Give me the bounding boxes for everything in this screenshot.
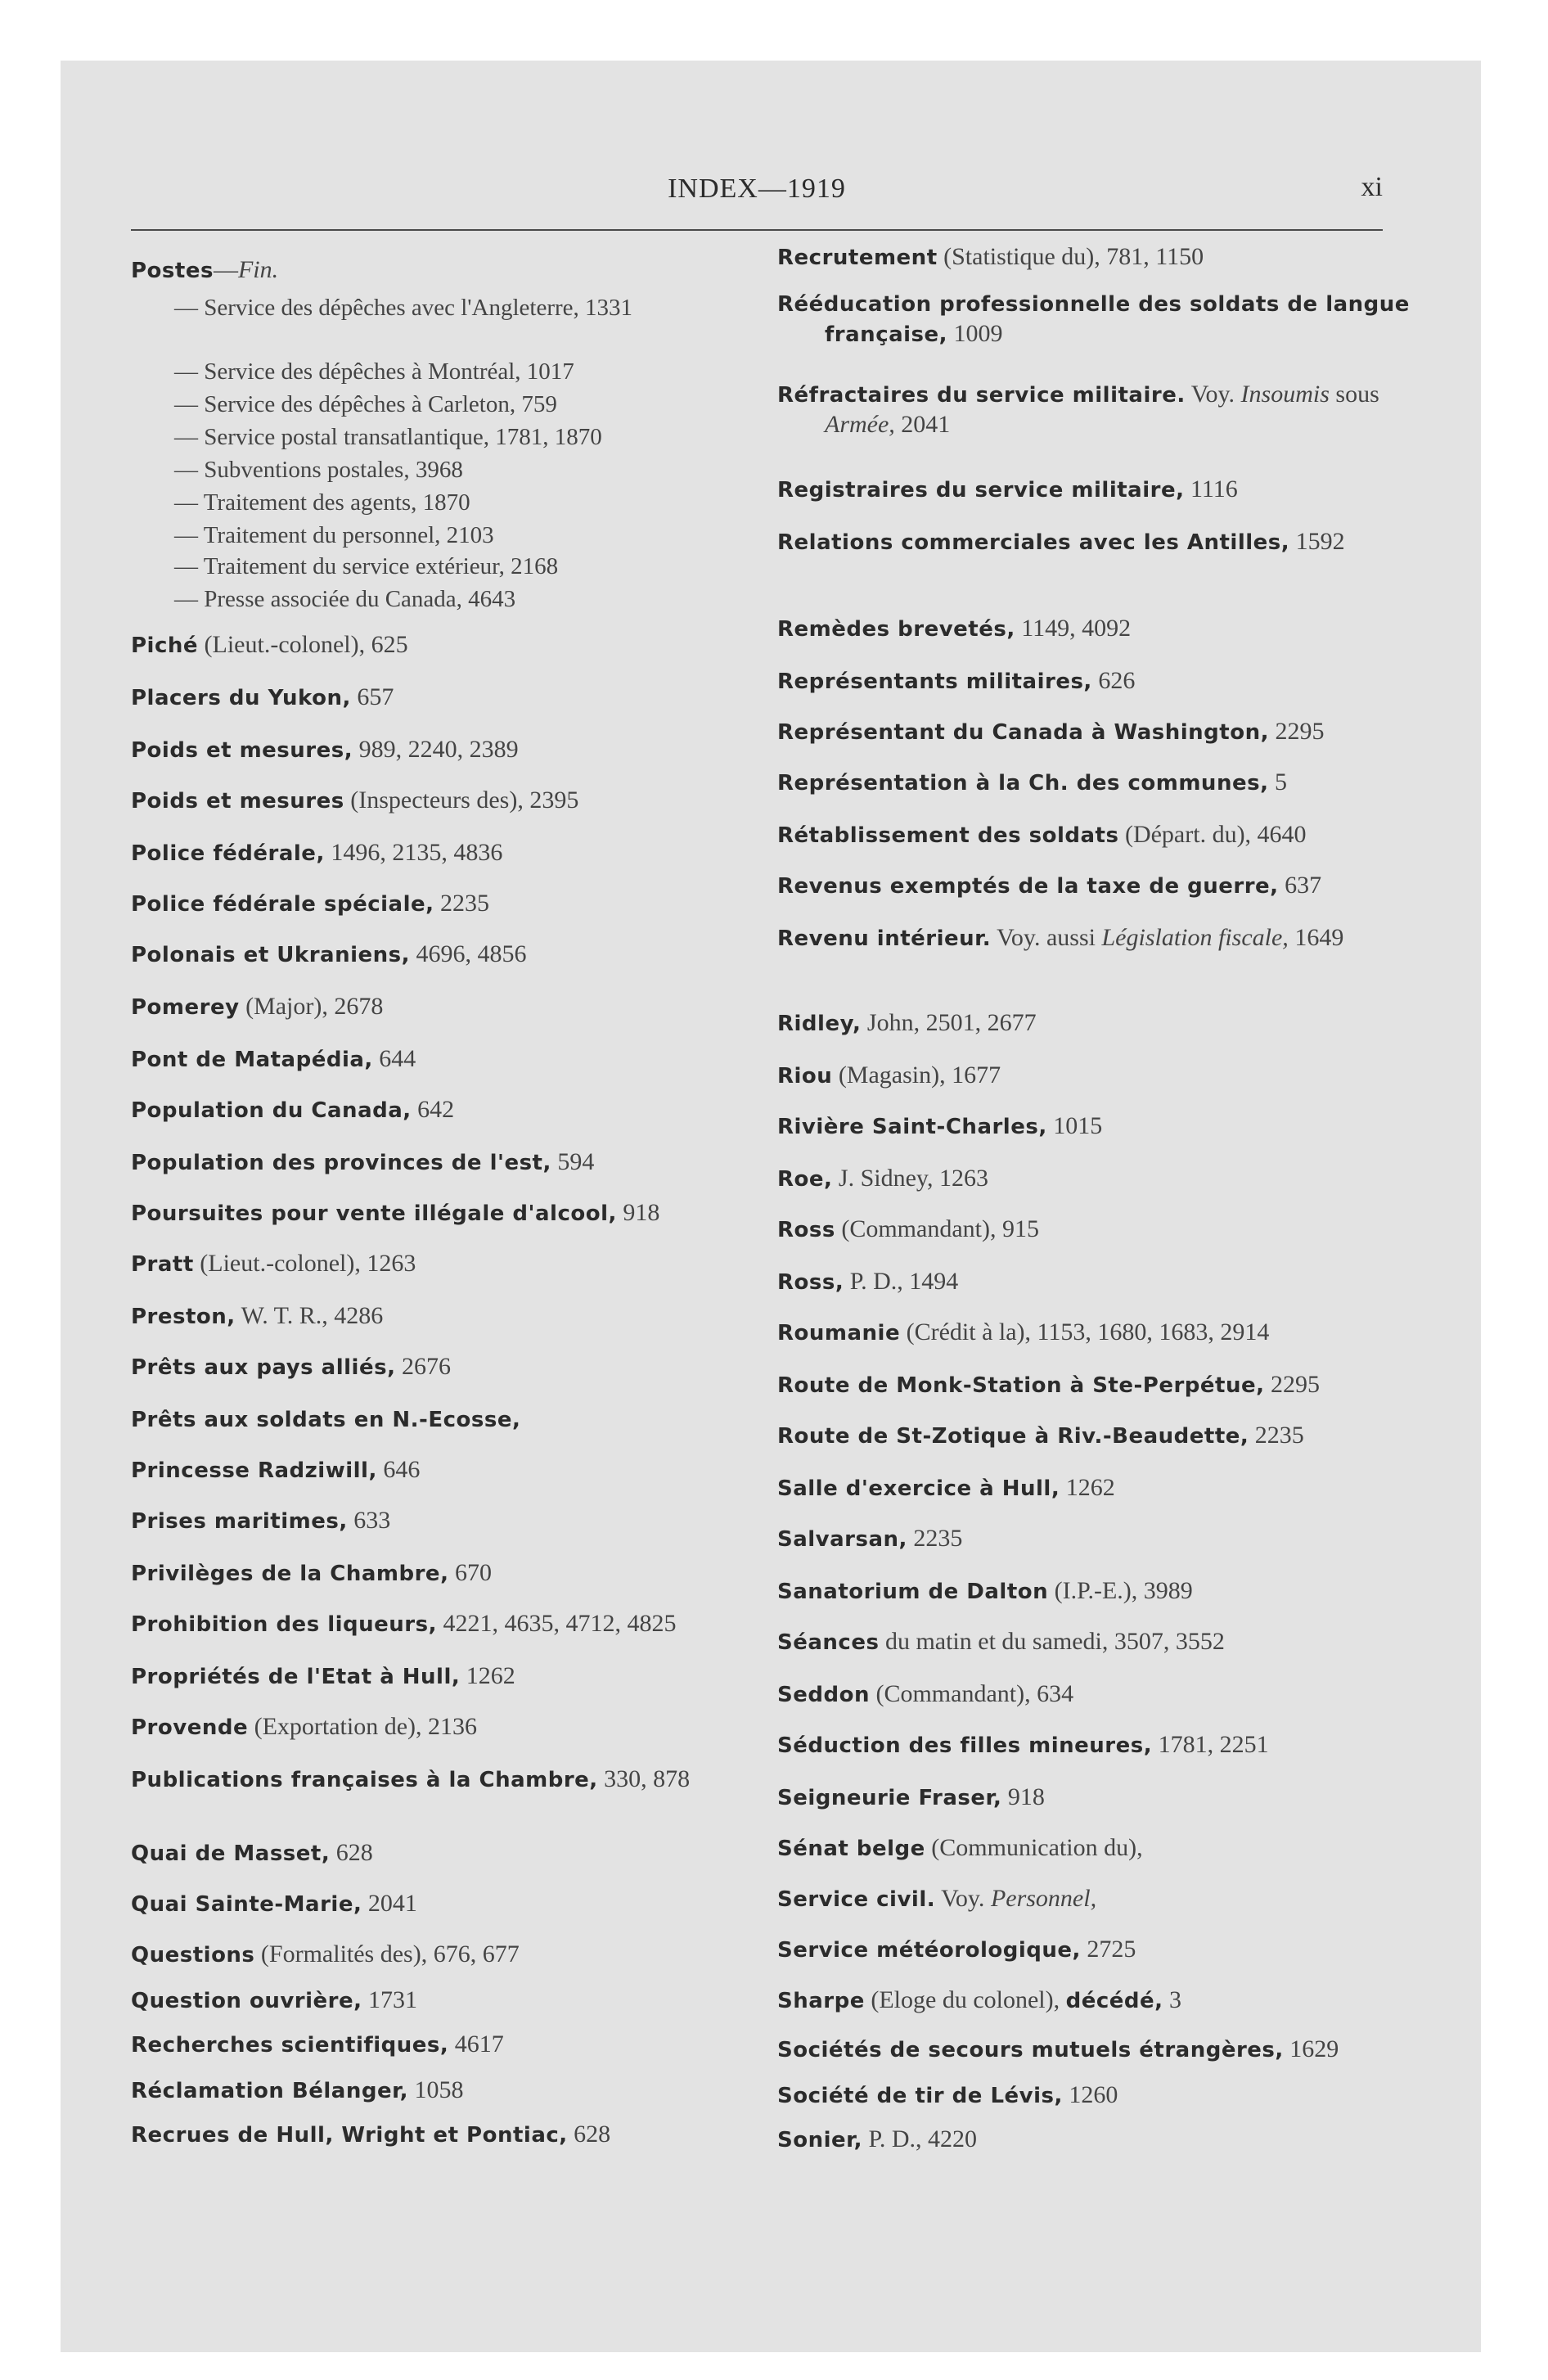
entry-term: Salvarsan, (777, 1527, 907, 1552)
entry-term: Service civil. (777, 1887, 936, 1912)
entry-term: Rivière Saint-Charles, (777, 1115, 1047, 1139)
entry-reference: (Crédit à la), 1153, 1680, 1683, 2914 (900, 1318, 1270, 1346)
entry-reference: (Eloge du colonel), (864, 1986, 1066, 2013)
entry-reference: 1009 (947, 320, 1003, 347)
entry-reference: 642 (411, 1096, 455, 1123)
index-entry (777, 871, 1447, 901)
index-entry (131, 2076, 800, 2106)
index-entry (131, 683, 800, 713)
entry-term: Ridley, (777, 1012, 862, 1036)
entry-reference: 1592 (1289, 528, 1345, 555)
entry-cross-reference: Insoumis (1240, 381, 1330, 408)
entry-term: Séduction des filles mineures, (777, 1733, 1153, 1758)
entry-term: Remèdes brevetés, (777, 617, 1015, 642)
entry-reference: 1496, 2135, 4836 (324, 839, 503, 866)
entry-term: Propriétés de l'Etat à Hull, (131, 1665, 461, 1689)
index-entry (777, 1679, 1447, 1710)
entry-reference: (Commandant), 915 (835, 1215, 1039, 1242)
index-entry (131, 786, 800, 816)
index-entry (777, 1061, 1447, 1091)
index-entry (777, 290, 1447, 349)
entry-reference: 1015 (1046, 1112, 1103, 1139)
index-entry (777, 1935, 1447, 1965)
entry-reference: P. D., 1494 (844, 1268, 959, 1295)
index-entry (777, 1215, 1447, 1245)
entry-reference: (Magasin), 1677 (832, 1062, 1001, 1089)
entry-term: Relations commerciales avec les Antilles, (777, 530, 1290, 555)
header-rule (131, 229, 1383, 231)
entry-term: Polonais et Ukraniens, (131, 943, 410, 967)
entry-reference: John, 2501, 2677 (861, 1009, 1037, 1036)
index-entry (777, 1370, 1447, 1400)
entry-reference: (Communication du), (925, 1834, 1143, 1861)
index-entry (777, 475, 1447, 505)
entry-reference: (Formalités des), 676, 677 (254, 1941, 520, 1968)
entry-term: Service météorologique, (777, 1938, 1081, 1963)
index-entry (777, 1318, 1447, 1348)
entry-subheading: — Service postal transatlantique, 1781, 1870 (174, 424, 602, 450)
entry-term: Société de tir de Lévis, (777, 2084, 1063, 2108)
entry-reference: 1260 (1062, 2081, 1118, 2108)
entry-term: Sénat belge (777, 1837, 925, 1861)
entry-separator: — (213, 256, 238, 283)
entry-term: Représentants militaires, (777, 669, 1092, 694)
entry-subheading: — Service des dépêches à Montréal, 1017 (174, 358, 574, 385)
entry-term: Route de St-Zotique à Riv.-Beaudette, (777, 1424, 1249, 1449)
index-entry (777, 2080, 1447, 2111)
entry-reference: 594 (551, 1148, 595, 1175)
entry-reference: (I.P.-E.), 3989 (1048, 1577, 1193, 1604)
index-entry (131, 1352, 800, 1382)
entry-reference: 628 (330, 1839, 373, 1866)
entry-term: Réfractaires du service militaire. (777, 383, 1186, 408)
entry-reference: 1262 (1060, 1474, 1115, 1501)
entry-subheading: — Service des dépêches avec l'Angleterre, 1331 (174, 295, 633, 321)
index-entry (777, 1730, 1447, 1760)
entry-reference: 2235 (907, 1525, 963, 1552)
entry-reference: 637 (1278, 872, 1322, 899)
entry-reference: 2041 (894, 411, 951, 438)
entry-subheading: — Traitement des agents, 1870 (174, 489, 470, 516)
entry-reference: 1058 (407, 2076, 464, 2103)
entry-term: Poids et mesures (131, 789, 344, 814)
entry-reference: W. T. R., 4286 (235, 1302, 384, 1329)
entry-reference: 1149, 4092 (1015, 615, 1132, 642)
entry-reference: 989, 2240, 2389 (353, 736, 519, 763)
entry-term: Représentant du Canada à Washington, (777, 720, 1269, 745)
entry-term: Quai de Masset, (131, 1841, 331, 1866)
entry-term: Seigneurie Fraser, (777, 1786, 1002, 1810)
index-entry (777, 614, 1447, 644)
entry-subheading: — Presse associée du Canada, 4643 (174, 586, 516, 612)
index-entry (131, 584, 839, 615)
entry-reference: du matin et du samedi, 3507, 3552 (879, 1628, 1225, 1655)
entry-term: Pomerey (131, 995, 240, 1020)
page-number: xi (1361, 172, 1383, 202)
entry-term: Prises maritimes, (131, 1509, 348, 1534)
entry-term: Séances (777, 1630, 880, 1655)
index-entry (131, 838, 800, 868)
entry-term: Revenu intérieur. (777, 926, 992, 951)
index-entry (131, 1558, 800, 1589)
entry-term: Question ouvrière, (131, 1989, 362, 2013)
index-entry (131, 2030, 800, 2060)
entry-reference: 4617 (448, 2031, 504, 2058)
index-entry (777, 1833, 1447, 1864)
index-entry (131, 735, 800, 765)
index-entry (777, 1884, 1447, 1914)
index-entry (131, 1404, 800, 1435)
entry-reference: Voy. (1185, 381, 1241, 408)
entry-term: Sharpe (777, 1989, 865, 2013)
entry-reference: 2676 (395, 1353, 451, 1380)
entry-term: Recrues de Hull, Wright et Pontiac, (131, 2123, 568, 2148)
index-entry (131, 552, 839, 582)
entry-term: Roumanie (777, 1321, 901, 1346)
entry-reference: 2725 (1080, 1936, 1136, 1963)
entry-reference: 626 (1091, 667, 1136, 694)
index-entry (777, 717, 1447, 747)
entry-reference: (Commandant), 634 (869, 1680, 1074, 1707)
entry-reference: 330, 878 (597, 1765, 691, 1792)
index-entry (131, 1609, 800, 1639)
index-entry (777, 380, 1447, 440)
entry-term: Route de Monk-Station à Ste-Perpétue, (777, 1373, 1265, 1398)
entry-term: Population des provinces de l'est, (131, 1151, 551, 1175)
entry-term: Recherches scientifiques, (131, 2033, 449, 2058)
entry-reference: 1116 (1184, 476, 1238, 503)
index-entry (777, 923, 1447, 953)
index-entry (131, 255, 800, 286)
entry-term: Poids et mesures, (131, 738, 353, 763)
entry-reference: 2295 (1268, 718, 1325, 745)
entry-reference: (Départ. du), 4640 (1118, 821, 1307, 848)
index-entry (131, 889, 800, 919)
index-entry (131, 357, 839, 387)
entry-term: Réclamation Bélanger, (131, 2079, 408, 2103)
index-entry (777, 2035, 1447, 2065)
entry-reference: sous (1329, 381, 1379, 408)
index-entry (131, 940, 800, 970)
index-entry (131, 1838, 800, 1868)
entry-reference: Voy. aussi (991, 924, 1102, 951)
entry-reference: 1649 (1288, 924, 1344, 951)
entry-term: Ross, (777, 1270, 844, 1295)
entry-term: Seddon (777, 1683, 870, 1707)
entry-term: Police fédérale, (131, 841, 325, 866)
entry-term: Quai Sainte-Marie, (131, 1892, 362, 1917)
index-entry (777, 1473, 1447, 1503)
index-entry (777, 1783, 1447, 1813)
entry-term: Ross (777, 1218, 835, 1242)
entry-reference: (Exportation de), 2136 (248, 1713, 478, 1740)
entry-term: Sanatorium de Dalton (777, 1580, 1049, 1604)
index-entry (777, 1986, 1447, 2016)
entry-term: Sociétés de secours mutuels étrangères, (777, 2038, 1284, 2062)
index-entry (777, 1524, 1447, 1554)
entry-cross-reference: Armée, (825, 411, 895, 438)
index-entry (777, 1627, 1447, 1657)
index-entry (131, 1506, 800, 1536)
index-entry (131, 992, 800, 1022)
index-entry (777, 1267, 1447, 1297)
entry-reference: (Major), 2678 (239, 993, 384, 1020)
entry-term: Pont de Matapédia, (131, 1048, 373, 1072)
index-entry (131, 1455, 800, 1485)
index-entry (777, 2125, 1447, 2155)
index-entry (131, 1044, 800, 1075)
entry-reference: (Lieut.-colonel), 625 (198, 631, 408, 658)
page-title: INDEX—1919 (668, 174, 846, 204)
entry-term: Registraires du service militaire, (777, 478, 1185, 503)
index-entry (777, 1111, 1447, 1142)
entry-term: Rétablissement des soldats (777, 823, 1119, 848)
index-entry (131, 1147, 800, 1178)
index-entry (777, 820, 1447, 850)
entry-reference: 1731 (362, 1986, 418, 2013)
index-entry (777, 1576, 1447, 1607)
entry-cross-reference: Fin. (237, 256, 279, 283)
entry-term: Poursuites pour vente illégale d'alcool, (131, 1201, 617, 1226)
entry-reference: 2235 (434, 890, 490, 917)
entry-reference: 1781, 2251 (1152, 1731, 1269, 1758)
entry-subheading: — Subventions postales, 3968 (174, 457, 463, 483)
index-entry (131, 1661, 800, 1692)
entry-reference: 5 (1268, 769, 1287, 796)
entry-term: Prêts aux soldats en N.-Ecosse, (131, 1408, 521, 1432)
entry-reference: 644 (372, 1045, 416, 1072)
entry-term: Privilèges de la Chambre, (131, 1562, 449, 1586)
entry-reference: 918 (616, 1199, 660, 1226)
entry-term: Prohibition des liqueurs, (131, 1612, 437, 1637)
entry-term: décédé, (1065, 1989, 1163, 2013)
page-header (131, 162, 1383, 211)
entry-term: Salle d'exercice à Hull, (777, 1476, 1060, 1501)
entry-term: Roe, (777, 1167, 833, 1192)
entry-reference: 1262 (460, 1662, 515, 1689)
index-entry (131, 1765, 800, 1795)
index-entry (131, 2120, 800, 2150)
index-entry (131, 1712, 800, 1742)
entry-term: Riou (777, 1064, 833, 1089)
entry-term: Piché (131, 633, 199, 658)
entry-reference: P. D., 4220 (862, 2125, 978, 2152)
entry-term: Revenus exemptés de la taxe de guerre, (777, 874, 1279, 899)
entry-term: Postes (131, 259, 214, 283)
entry-term: Princesse Radziwill, (131, 1458, 377, 1483)
index-entry (777, 1421, 1447, 1451)
index-entry (131, 1940, 800, 1970)
index-entry (777, 1164, 1447, 1194)
entry-cross-reference: Personnel, (990, 1885, 1097, 1912)
entry-reference: 670 (448, 1559, 492, 1586)
index-entry (131, 422, 839, 453)
entry-reference: J. Sidney, 1263 (832, 1165, 988, 1192)
entry-reference: 628 (567, 2121, 611, 2148)
index-entry (777, 527, 1447, 557)
entry-reference: 2295 (1264, 1371, 1320, 1398)
entry-reference: (Inspecteurs des), 2395 (344, 787, 579, 814)
entry-term: Placers du Yukon, (131, 686, 351, 710)
index-entry (131, 293, 839, 323)
index-entry (777, 768, 1447, 798)
entry-term: Publications françaises à la Chambre, (131, 1768, 598, 1792)
entry-term: Recrutement (777, 246, 938, 270)
index-entry (777, 242, 1447, 273)
index-entry (131, 1986, 800, 2016)
entry-reference: 918 (1001, 1783, 1045, 1810)
entry-reference: 4696, 4856 (410, 940, 527, 967)
entry-term: Rééducation professionnelle des soldats de langue française, (777, 292, 1410, 347)
index-entry (131, 1889, 800, 1919)
index-entry (131, 1095, 800, 1125)
index-entry (131, 1249, 800, 1279)
entry-reference: Voy. (935, 1885, 991, 1912)
index-entry (131, 521, 839, 551)
entry-reference: (Lieut.-colonel), 1263 (193, 1250, 416, 1277)
entry-cross-reference: Législation fiscale, (1101, 924, 1289, 951)
index-entry (131, 1301, 800, 1332)
entry-term: Représentation à la Ch. des communes, (777, 771, 1269, 796)
entry-term: Questions (131, 1943, 255, 1968)
index-entry (131, 488, 839, 518)
entry-term: Prêts aux pays alliés, (131, 1355, 396, 1380)
entry-subheading: — Traitement du service extérieur, 2168 (174, 553, 559, 579)
entry-term: Preston, (131, 1305, 236, 1329)
entry-term: Population du Canada, (131, 1098, 412, 1123)
index-entry (131, 1198, 800, 1228)
index-entry (131, 390, 839, 420)
index-entry (777, 666, 1447, 696)
index-entry (131, 630, 800, 660)
entry-reference: 646 (376, 1456, 421, 1483)
entry-reference: 4221, 4635, 4712, 4825 (437, 1610, 677, 1637)
entry-reference: 1629 (1283, 2035, 1339, 2062)
entry-reference: (Statistique du), 781, 1150 (937, 243, 1204, 270)
entry-reference: 633 (347, 1507, 391, 1534)
entry-reference: 3 (1163, 1986, 1182, 2013)
entry-reference: 2235 (1249, 1422, 1304, 1449)
entry-term: Police fédérale spéciale, (131, 892, 434, 917)
entry-subheading: — Service des dépêches à Carleton, 759 (174, 391, 557, 417)
entry-term: Provende (131, 1715, 249, 1740)
entry-subheading: — Traitement du personnel, 2103 (174, 522, 494, 548)
entry-reference: 657 (350, 683, 394, 710)
entry-term: Sonier, (777, 2128, 863, 2152)
index-entry (131, 455, 839, 485)
entry-reference: 2041 (362, 1890, 417, 1917)
entry-term: Pratt (131, 1252, 194, 1277)
index-entry (777, 1008, 1447, 1039)
